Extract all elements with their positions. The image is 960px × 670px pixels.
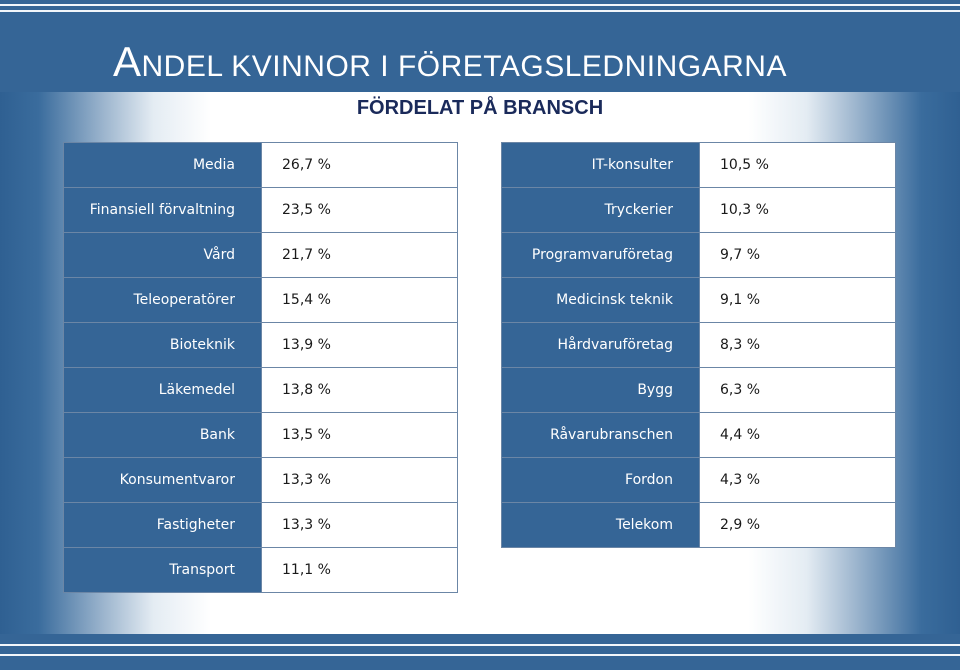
branch-label: Fastigheter: [64, 503, 262, 548]
share-value: 6,3 %: [700, 368, 896, 413]
branch-label: Läkemedel: [64, 368, 262, 413]
share-value: 2,9 %: [700, 503, 896, 548]
table-row: [64, 143, 458, 188]
branch-label: Fordon: [502, 458, 700, 503]
table-row: [502, 368, 896, 413]
table-row: [64, 233, 458, 278]
subtitle-text: FÖRDELAT PÅ BRANSCH: [356, 97, 604, 119]
table-row: [64, 458, 458, 503]
branch-label: Hårdvaruföretag: [502, 323, 700, 368]
table-row: [502, 503, 896, 548]
branch-label: Konsumentvaror: [64, 458, 262, 503]
share-value: 11,1 %: [262, 548, 458, 593]
branch-label: Media: [64, 143, 262, 188]
table-row: [64, 368, 458, 413]
table-row: [502, 413, 896, 458]
share-value: 13,3 %: [262, 503, 458, 548]
table-row: [502, 323, 896, 368]
branch-label: Programvaruföretag: [502, 233, 700, 278]
branch-label: IT-konsulter: [502, 143, 700, 188]
branch-label: Vård: [64, 233, 262, 278]
share-table-left-body: [64, 143, 458, 593]
branch-label: Bank: [64, 413, 262, 458]
branch-label: Tryckerier: [502, 188, 700, 233]
branch-label: Telekom: [502, 503, 700, 548]
share-table-right: [501, 142, 896, 548]
title-initial: A: [113, 38, 142, 85]
branch-label: Råvarubranschen: [502, 413, 700, 458]
share-value: 13,8 %: [262, 368, 458, 413]
share-table-right-body: [502, 143, 896, 548]
share-value: 8,3 %: [700, 323, 896, 368]
footer-band: [0, 634, 960, 670]
share-value: 4,3 %: [700, 458, 896, 503]
share-value: 21,7 %: [262, 233, 458, 278]
branch-label: Teleoperatörer: [64, 278, 262, 323]
table-row: [64, 323, 458, 368]
share-table-left: [63, 142, 458, 593]
table-row: [64, 188, 458, 233]
table-row: [502, 233, 896, 278]
table-row: [502, 458, 896, 503]
table-row: [64, 278, 458, 323]
share-value: 23,5 %: [262, 188, 458, 233]
table-row: [502, 278, 896, 323]
share-value: 4,4 %: [700, 413, 896, 458]
table-row: [64, 503, 458, 548]
page-title: [113, 38, 787, 86]
share-value: 13,3 %: [262, 458, 458, 503]
share-value: 13,9 %: [262, 323, 458, 368]
branch-label: Finansiell förvaltning: [64, 188, 262, 233]
table-row: [502, 143, 896, 188]
table-row: [64, 413, 458, 458]
share-value: 10,5 %: [700, 143, 896, 188]
share-value: 15,4 %: [262, 278, 458, 323]
branch-label: Medicinsk teknik: [502, 278, 700, 323]
branch-label: Transport: [64, 548, 262, 593]
table-row: [502, 188, 896, 233]
share-value: 9,7 %: [700, 233, 896, 278]
share-value: 13,5 %: [262, 413, 458, 458]
branch-label: Bioteknik: [64, 323, 262, 368]
share-value: 10,3 %: [700, 188, 896, 233]
table-row: [64, 548, 458, 593]
page-subtitle: [0, 97, 960, 120]
share-value: 9,1 %: [700, 278, 896, 323]
branch-label: Bygg: [502, 368, 700, 413]
share-value: 26,7 %: [262, 143, 458, 188]
title-rest: NDEL KVINNOR I FÖRETAGSLEDNINGARNA: [141, 50, 787, 83]
